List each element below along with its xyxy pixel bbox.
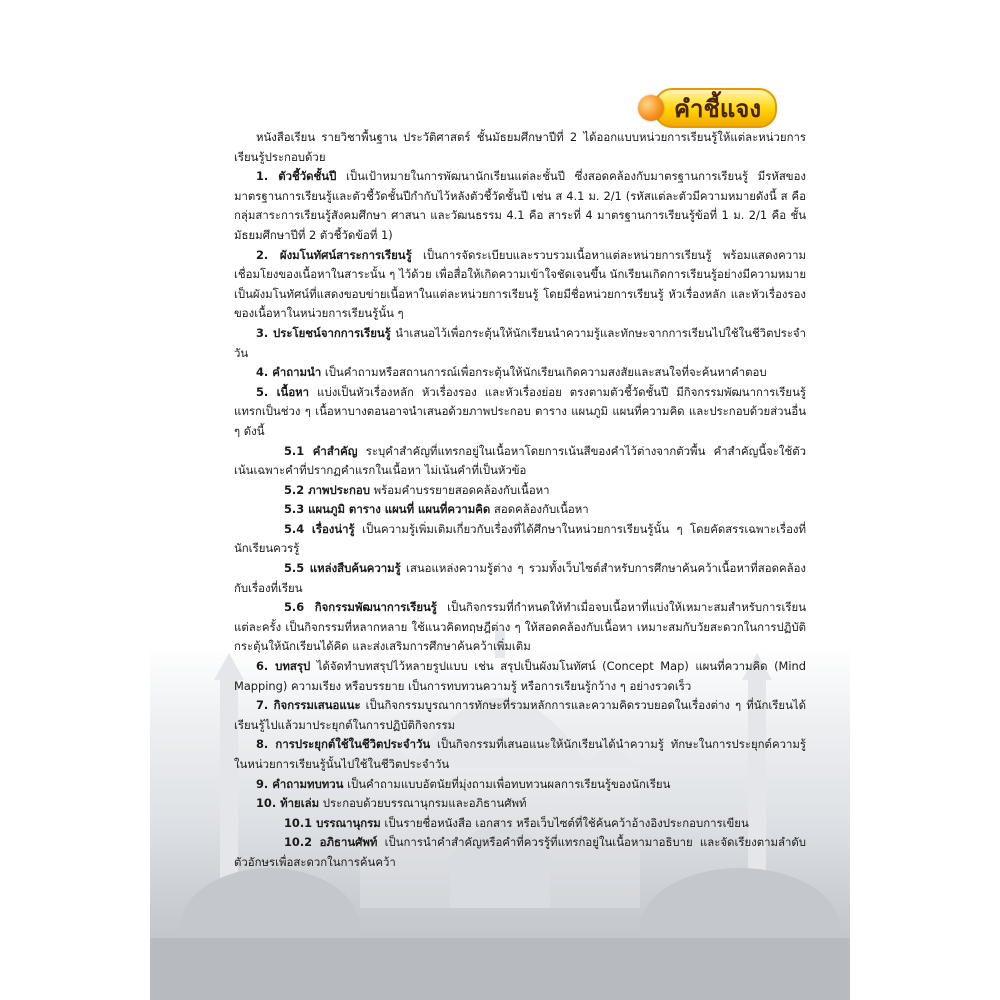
document-page bbox=[150, 68, 850, 1000]
paragraph-item bbox=[234, 735, 806, 774]
item-label: 6. บทสรุป bbox=[256, 659, 311, 674]
item-label: 1. ตัวชี้วัดชั้นปี bbox=[256, 169, 337, 184]
item-label: 8. การประยุกต์ใช้ในชีวิตประจำวัน bbox=[256, 737, 431, 752]
item-label: 9. คำถามทบทวน bbox=[256, 776, 344, 791]
paragraph-subitem bbox=[234, 559, 806, 598]
paragraph-subitem bbox=[234, 598, 806, 657]
paragraph-item bbox=[234, 246, 806, 324]
item-text: เป็นกิจกรรมบูรณาการทักษะที่รวมหลักการและความคิดรวบยอดในเรื่องต่าง ๆ ที่นักเรียนได้เรียนรู้ไปแล้วมาประยุกต์ในการปฏิบัติกิจกรรม bbox=[234, 698, 806, 732]
item-text: ได้จัดทำบทสรุปไว้หลายรูปแบบ เช่น สรุปเป็นผังมโนทัศน์ (Concept Map) แผนที่ความคิด (Mind Mapping) ความเรียง หรือบรรยาย เป็นการทบทวนความรู้ หรือการเรียนรู้กว้าง ๆ อย่างรวดเร็ว bbox=[234, 659, 806, 693]
paragraph-item bbox=[234, 657, 806, 696]
subitem-label: 5.6 กิจกรรมพัฒนาการเรียนรู้ bbox=[284, 600, 437, 615]
orange-bullet-icon bbox=[638, 95, 664, 121]
paragraph-item bbox=[234, 383, 806, 442]
subitem-text: พร้อมคำบรรยายสอดคล้องกับเนื้อหา bbox=[370, 482, 550, 497]
paragraph-subitem bbox=[234, 442, 806, 481]
item-label: 2. ผังมโนทัศน์สาระการเรียนรู้ bbox=[256, 247, 412, 262]
explanation-body bbox=[234, 128, 806, 873]
paragraph-subitem bbox=[234, 520, 806, 559]
item-label: 3. ประโยชน์จากการเรียนรู้ bbox=[256, 325, 391, 340]
item-text: เป็นคำถามหรือสถานการณ์เพื่อกระตุ้นให้นักเรียนเกิดความสงสัยและสนใจที่จะค้นหาคำตอบ bbox=[321, 365, 767, 380]
item-label: 10. ท้ายเล่ม bbox=[256, 796, 320, 811]
item-text: นำเสนอไว้เพื่อกระตุ้นให้นักเรียนนำความรู้และทักษะจากการเรียนไปใช้ในชีวิตประจำวัน bbox=[234, 325, 807, 360]
paragraph-item bbox=[234, 324, 806, 363]
subitem-label: 10.1 บรรณานุกรม bbox=[284, 815, 381, 830]
paragraph-subitem bbox=[234, 833, 806, 872]
subitem-text: เป็นกิจกรรมที่กำหนดให้ทำเมื่อจบเนื้อหาที่แบ่งให้เหมาะสมสำหรับการเรียนแต่ละครั้ง เป็นกิจกรรมที่หลากหลาย ใช้แนวคิดทฤษฎีต่าง ๆ ให้สอดคล้องกับเนื้อหา เหมาะสมกับวัยสะดวกในการปฏิบัติ กระตุ้นให้นักเรียนได้คิด และส่งเสริมการศึกษาค้นคว้าเพิ่มเติม bbox=[234, 600, 806, 654]
paragraph-subitem bbox=[234, 814, 806, 834]
item-text: ประกอบด้วยบรรณานุกรมและอภิธานศัพท์ bbox=[319, 796, 527, 811]
paragraph-item bbox=[234, 167, 806, 245]
subitem-text: เสนอแหล่งความรู้ต่าง ๆ รวมทั้งเว็บไซต์สำหรับการศึกษาค้นคว้าเนื้อหาที่สอดคล้องกับเรื่องที่เรียน bbox=[234, 561, 806, 595]
paragraph-subitem bbox=[234, 481, 806, 501]
paragraph-item bbox=[234, 794, 806, 814]
paragraph-item bbox=[234, 363, 806, 383]
item-label: 5. เนื้อหา bbox=[256, 384, 310, 399]
subitem-label: 5.4 เรื่องน่ารู้ bbox=[284, 521, 355, 536]
paragraph-subitem bbox=[234, 500, 806, 520]
subitem-label: 5.3 แผนภูมิ ตาราง แผนที่ แผนที่ความคิด bbox=[284, 502, 491, 517]
item-text: เป็นกิจกรรมที่เสนอแนะให้นักเรียนได้นำความรู้ ทักษะในการประยุกต์ความรู้ในหน่วยการเรียนรู้นั้นไปใช้ในชีวิตประจำวัน bbox=[234, 737, 806, 771]
subitem-label: 5.1 คำสำคัญ bbox=[284, 443, 358, 458]
subitem-text: ระบุคำสำคัญที่แทรกอยู่ในเนื้อหาโดยการเน้นสีของคำไว้ต่างจากตัวพื้น คำสำคัญนี้จะใช้ตัวเน้นเฉพาะคำที่ปรากฏคำแรกในเนื้อหา ไม่เน้นคำที่เป็นหัวข้อ bbox=[234, 443, 806, 478]
subitem-text: เป็นรายชื่อหนังสือ เอกสาร หรือเว็บไซต์ที่ใช้ค้นคว้าอ้างอิงประกอบการเขียน bbox=[380, 815, 749, 830]
subitem-label: 10.2 อภิธานศัพท์ bbox=[284, 835, 378, 850]
item-label: 4. คำถามนำ bbox=[256, 365, 322, 380]
paragraph-text: หนังสือเรียน รายวิชาพื้นฐาน ประวัติศาสตร์ ชั้นมัธยมศึกษาปีที่ 2 ได้ออกแบบหน่วยการเรียนรู้ให้แต่ละหน่วยการเรียนรู้ประกอบด้วย bbox=[234, 130, 806, 164]
item-text: เป็นเป้าหมายในการพัฒนานักเรียนแต่ละชั้นปี ซึ่งสอดคล้องกับมาตรฐานการเรียนรู้ มีรหัสของมาตรฐานการเรียนรู้และตัวชี้วัดชั้นปีกำกับไว้หลังตัวชี้วัดชั้นปี เช่น ส 4.1 ม. 2/1 (รหัสแต่ละตัวมีความหมายดังนี้ ส คือ กลุ่มสาระการเรียนรู้สังคมศึกษา ศาสนา และวัฒนธรรม 4.1 คือ สาระที่ 4 มาตรฐานการเรียนรู้ข้อที่ 1 ม. 2/1 คือ ชั้นมัธยมศึกษาปีที่ 2 ตัวชี้วัดข้อที่ 1) bbox=[234, 169, 806, 242]
subitem-text: สอดคล้องกับเนื้อหา bbox=[490, 502, 589, 517]
paragraph-item bbox=[234, 775, 806, 795]
paragraph-intro bbox=[234, 128, 806, 167]
subitem-text: เป็นความรู้เพิ่มเติมเกี่ยวกับเรื่องที่ได้ศึกษาในหน่วยการเรียนรู้นั้น ๆ โดยคัดสรรเฉพาะเรื่องที่นักเรียนควรรู้ bbox=[234, 521, 806, 556]
subitem-label: 5.2 ภาพประกอบ bbox=[284, 482, 370, 497]
subitem-label: 5.5 แหล่งสืบค้นความรู้ bbox=[284, 561, 401, 576]
subitem-text: เป็นการนำคำสำคัญหรือคำที่ควรรู้ที่แทรกอยู่ในเนื้อหามาอธิบาย และจัดเรียงตามลำดับตัวอักษรเพื่อสะดวกในการค้นคว้า bbox=[234, 835, 806, 869]
section-title-badge bbox=[638, 88, 786, 128]
paragraph-item bbox=[234, 696, 806, 735]
item-label: 7. กิจกรรมเสนอแนะ bbox=[256, 698, 361, 713]
item-text: เป็นการจัดระเบียบและรวบรวมเนื้อหาแต่ละหน่วยการเรียนรู้ พร้อมแสดงความเชื่อมโยงของเนื้อหาในสาระนั้น ๆ ไว้ด้วย เพื่อสื่อให้เกิดความเข้าใจชัดเจนขึ้น นักเรียนเกิดการเรียนรู้อย่างมีความหมาย เป็นผังมโนทัศน์ที่แสดงขอบข่ายเนื้อหาในแต่ละหน่วยการเรียนรู้ โดยมีชื่อหน่วยการเรียนรู้ หัวเรื่องหลัก และหัวเรื่องรองของเนื้อหาในหน่วยการเรียนรู้นั้น ๆ bbox=[234, 247, 806, 321]
page-title: คำชี้แจง bbox=[654, 88, 777, 128]
item-text: แบ่งเป็นหัวเรื่องหลัก หัวเรื่องรอง และหัวเรื่องย่อย ตรงตามตัวชี้วัดชั้นปี มีกิจกรรมพัฒนาการเรียนรู้แทรกเป็นช่วง ๆ เนื้อหาบางตอนอาจนำเสนอด้วยภาพประกอบ ตาราง แผนภูมิ แผนที่ความคิด และประกอบด้วยส่วนอื่น ๆ ดังนี้ bbox=[234, 384, 806, 438]
item-text: เป็นคำถามแบบอัตนัยที่มุ่งถามเพื่อทบทวนผลการเรียนรู้ของนักเรียน bbox=[343, 776, 671, 791]
